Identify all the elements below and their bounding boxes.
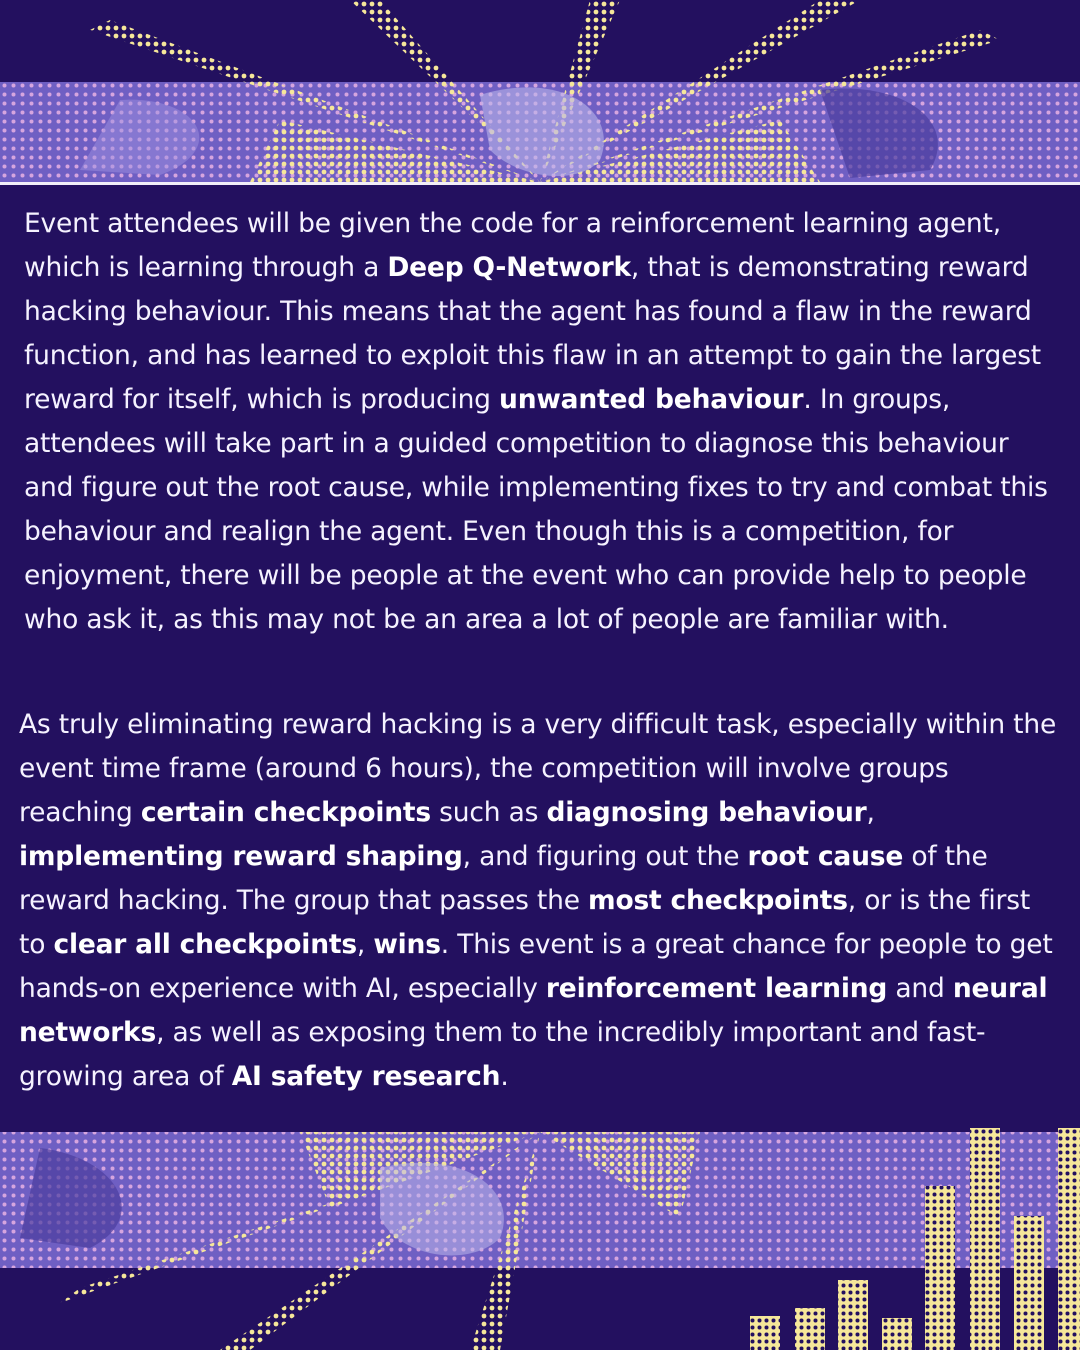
emphasis-text: clear all checkpoints — [53, 929, 357, 960]
emphasis-text: unwanted behaviour — [499, 384, 804, 415]
top-divider-line — [0, 182, 1080, 185]
emphasis-text: AI safety research — [231, 1061, 501, 1092]
body-text: such as — [430, 797, 547, 828]
body-text: of the reward hacking. The group that passes the — [19, 841, 988, 916]
body-text: , — [866, 797, 875, 828]
emphasis-text: Deep Q-Network — [387, 252, 631, 283]
body-text: . This event is a great chance for people to get hands-on experience with AI, especially — [19, 929, 1053, 1004]
description-paragraph-2 — [19, 703, 1064, 1099]
body-text: Event attendees will be given the code for a reinforcement learning agent, which is learning through a — [24, 208, 1001, 283]
bottom-halftone-banner — [0, 1128, 1080, 1350]
emphasis-text: most checkpoints — [588, 885, 848, 916]
emphasis-text: diagnosing behaviour — [546, 797, 867, 828]
body-text: . — [500, 1061, 509, 1092]
body-text: , or is the first to — [19, 885, 1031, 960]
emphasis-text: wins — [373, 929, 441, 960]
emphasis-text: root cause — [747, 841, 904, 872]
top-halftone-banner — [0, 0, 1080, 188]
emphasis-text: certain checkpoints — [140, 797, 431, 828]
emphasis-text: neural networks — [19, 973, 1048, 1048]
body-text: and — [887, 973, 953, 1004]
description-paragraph-1 — [24, 202, 1064, 642]
body-text: . In groups, attendees will take part in a guided competition to diagnose this behaviour and figure out the root cause, while implementing fixes to try and combat this behaviour and realign the agent. Even though this is a competition, for enjoyment, there will be people at the event who can provide help to people who ask it, as this may not be an area a lot of people are familiar with. — [24, 384, 1048, 635]
emphasis-text: reinforcement learning — [545, 973, 888, 1004]
body-text: As truly eliminating reward hacking is a very difficult task, especially within the event time frame (around 6 hours), the competition will involve groups reaching — [19, 709, 1057, 828]
body-text: , as well as exposing them to the incredibly important and fast-growing area of — [19, 1017, 986, 1092]
body-text: , — [356, 929, 374, 960]
emphasis-text: implementing reward shaping — [19, 841, 463, 872]
body-text: , and figuring out the — [462, 841, 748, 872]
body-text: , that is demonstrating reward hacking behaviour. This means that the agent has found a flaw in the reward function, and has learned to exploit this flaw in an attempt to gain the largest reward for itself, which is producing — [24, 252, 1041, 415]
